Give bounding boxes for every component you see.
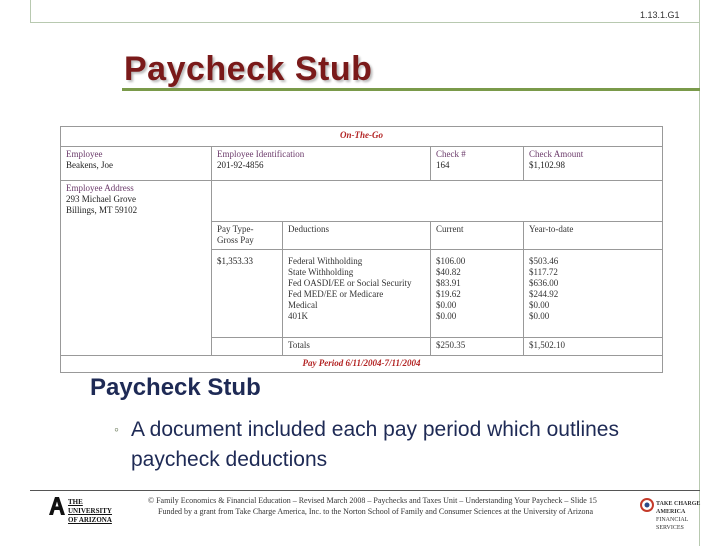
address-line-1: 293 Michael Grove <box>66 194 136 204</box>
take-charge-america-logo <box>640 496 704 531</box>
employee-id-value: 201-92-4856 <box>217 160 264 170</box>
col-header-current: Current <box>431 222 524 250</box>
check-number-cell <box>431 147 524 181</box>
deduction-item: Fed MED/EE or Medicare <box>288 289 384 299</box>
employee-id-cell <box>212 147 431 181</box>
title-underline <box>122 88 700 91</box>
deduction-item: 401K <box>288 311 308 321</box>
employee-address-cell <box>61 181 212 356</box>
ytd-value: $244.92 <box>529 289 559 299</box>
check-amount-label: Check Amount <box>529 149 584 159</box>
deduction-item: Medical <box>288 300 318 310</box>
employee-value: Beakens, Joe <box>66 160 113 170</box>
employee-id-label: Employee Identification <box>217 149 305 159</box>
deductions-cell <box>283 250 431 338</box>
university-of-arizona-logo <box>48 496 118 524</box>
spacer-cell <box>212 181 663 222</box>
col-header-deductions: Deductions <box>283 222 431 250</box>
col-header-pay-type-2: Gross Pay <box>217 235 254 245</box>
totals-label: Totals <box>283 338 431 356</box>
gross-pay-value: $1,353.33 <box>217 256 253 266</box>
tca-swirl-icon <box>640 498 654 512</box>
company-name: On-The-Go <box>61 127 663 147</box>
current-value: $83.91 <box>436 278 461 288</box>
bullet-icon: ◦ <box>114 421 119 437</box>
arizona-a-icon <box>48 496 66 516</box>
col-header-pay-type <box>212 222 283 250</box>
col-header-pay-type-1: Pay Type- <box>217 224 254 234</box>
totals-empty-cell <box>212 338 283 356</box>
current-value: $0.00 <box>436 300 457 310</box>
employee-cell <box>61 147 212 181</box>
ytd-value: $0.00 <box>529 311 550 321</box>
logo-right-line-2: FINANCIAL SERVICES <box>656 517 689 531</box>
check-amount-cell <box>524 147 663 181</box>
ytd-value: $636.00 <box>529 278 559 288</box>
bullet-text: A document included each pay period which outlines paycheck deductions <box>131 418 619 471</box>
footer-divider <box>30 490 700 491</box>
slide-code: 1.13.1.G1 <box>640 10 680 20</box>
current-value: $19.62 <box>436 289 461 299</box>
slide-border-top <box>30 22 700 23</box>
gross-pay-cell <box>212 250 283 338</box>
current-cell <box>431 250 524 338</box>
pay-period: Pay Period 6/11/2004-7/11/2004 <box>61 356 663 373</box>
logo-right-line-1: TAKE CHARGE AMERICA <box>656 501 701 515</box>
ytd-value: $117.72 <box>529 267 558 277</box>
address-line-2: Billings, MT 59102 <box>66 205 138 215</box>
current-value: $40.82 <box>436 267 461 277</box>
page-title: Paycheck Stub <box>124 50 373 88</box>
logo-left-line-1: THE UNIVERSITY <box>68 498 112 515</box>
totals-current: $250.35 <box>431 338 524 356</box>
employee-address-label: Employee Address <box>66 183 134 193</box>
col-header-ytd: Year-to-date <box>524 222 663 250</box>
footer-copyright: © Family Economics & Financial Education – Revised March 2008 – Paychecks and Taxes Unit – Understanding Your Paycheck – Slide 15 <box>148 496 597 505</box>
deduction-item: State Withholding <box>288 267 354 277</box>
ytd-value: $0.00 <box>529 300 550 310</box>
footer-funding: Funded by a grant from Take Charge America, Inc. to the Norton School of Family and Consumer Sciences at the University of Arizona <box>158 507 594 516</box>
ytd-cell <box>524 250 663 338</box>
check-amount-value: $1,102.98 <box>529 160 565 170</box>
logo-left-line-2: OF ARIZONA <box>68 516 112 524</box>
section-heading: Paycheck Stub <box>90 374 261 401</box>
slide-border-right <box>699 0 700 546</box>
check-number-label: Check # <box>436 149 466 159</box>
deduction-item: Fed OASDI/EE or Social Security <box>288 278 412 288</box>
paycheck-stub-table <box>60 126 663 373</box>
deduction-item: Federal Withholding <box>288 256 363 266</box>
current-value: $0.00 <box>436 311 457 321</box>
current-value: $106.00 <box>436 256 466 266</box>
check-number-value: 164 <box>436 160 450 170</box>
slide-border-left <box>30 0 31 22</box>
ytd-value: $503.46 <box>529 256 559 266</box>
employee-label: Employee <box>66 149 103 159</box>
totals-ytd: $1,502.10 <box>524 338 663 356</box>
